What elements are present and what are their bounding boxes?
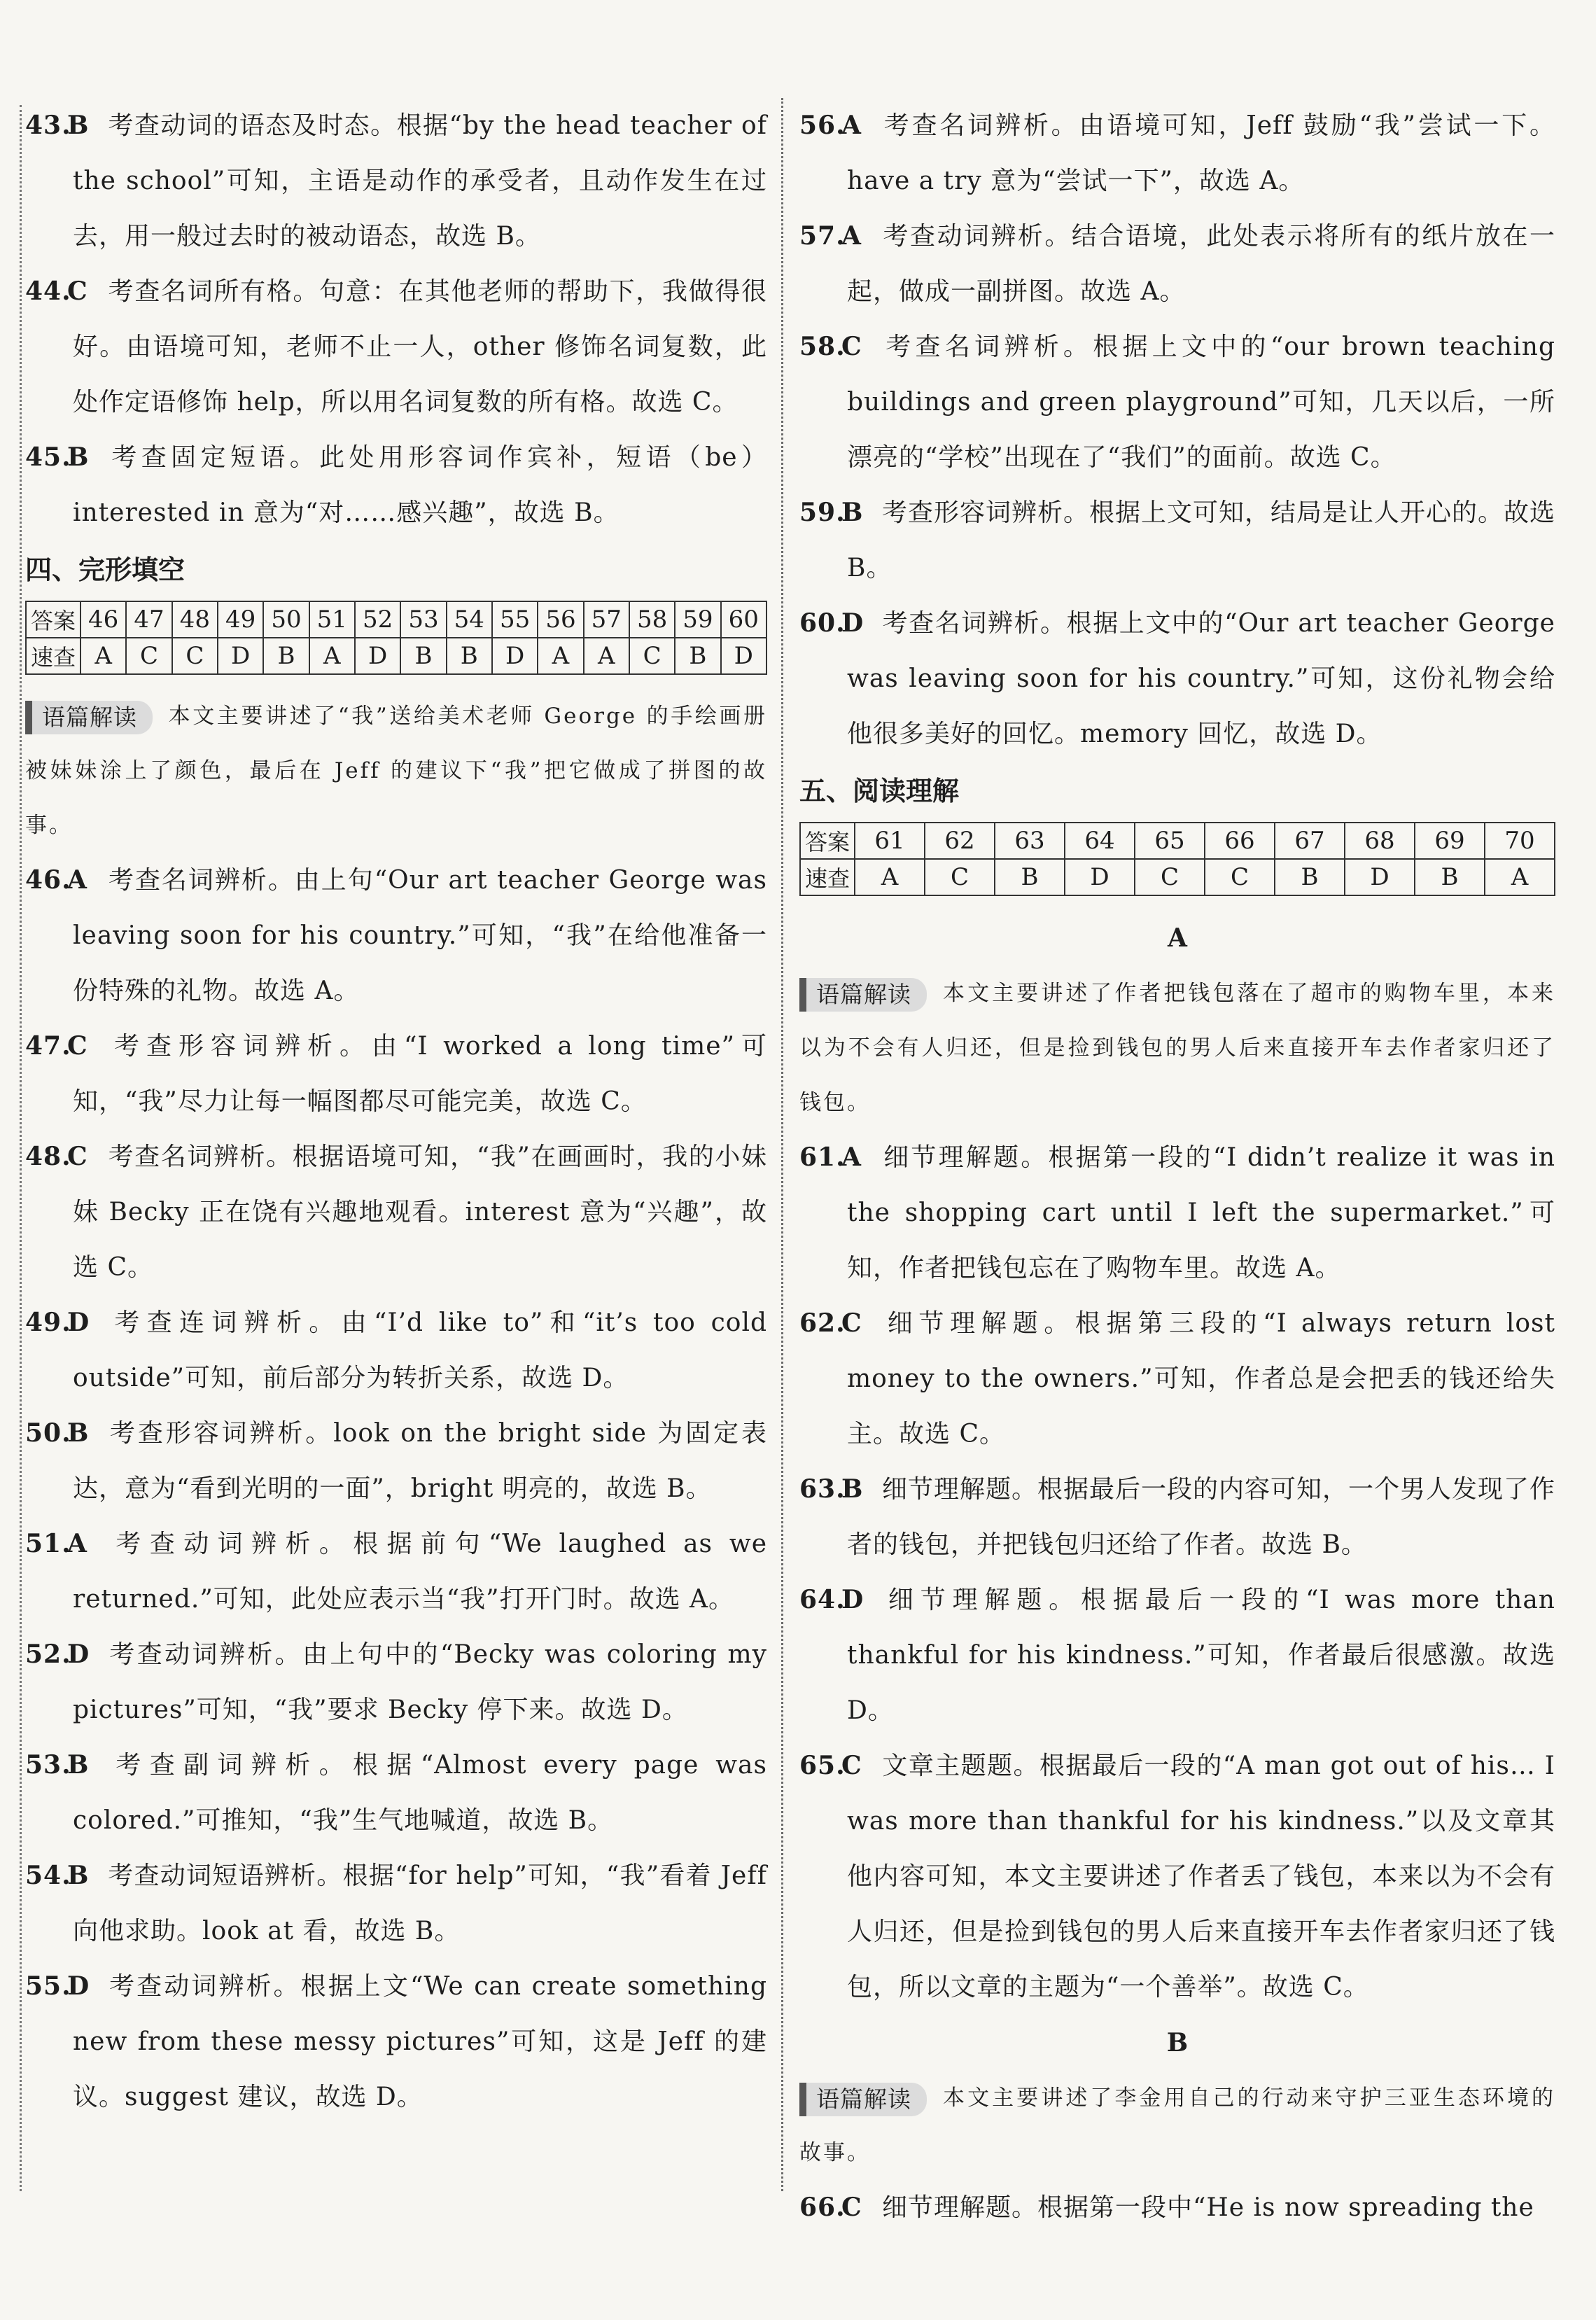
answer-list-43-45 xyxy=(25,98,767,540)
question-number: 56. xyxy=(799,111,846,140)
answer-letter: D xyxy=(67,1640,90,1669)
answer-list-66 xyxy=(799,2180,1555,2235)
answer-item xyxy=(25,1019,767,1129)
answer-item xyxy=(25,853,767,1019)
answer-letter: D xyxy=(841,1585,864,1614)
table-question-number: 65 xyxy=(1135,823,1205,859)
answer-letter: B xyxy=(67,111,90,140)
explanation-text: 考查副词辨析。根据“Almost every page was colored.”可推知，“我”生气地喊道，故选 B。 xyxy=(73,1751,767,1835)
answer-item xyxy=(799,1738,1555,2015)
explanation-text: 考查名词所有格。句意：在其他老师的帮助下，我做得很好。由语境可知，老师不止一人，other 修饰名词复数，此处作定语修饰 help，所以用名词复数的所有格。故选 C。 xyxy=(73,277,767,417)
table-answer-cell: D xyxy=(355,638,400,674)
table-answer-cell: A xyxy=(309,638,355,674)
table-question-number: 52 xyxy=(355,601,400,638)
table-answer-label: 速查 xyxy=(26,638,80,674)
answer-item xyxy=(799,1296,1555,1462)
explanation-text: 考查连词辨析。由“I’d like to”和“it’s too cold outside”可知，前后部分为转折关系，故选 D。 xyxy=(73,1308,767,1392)
answer-letter: D xyxy=(841,608,864,638)
answer-item xyxy=(799,485,1555,596)
table-question-number: 62 xyxy=(925,823,995,859)
answer-item xyxy=(799,209,1555,319)
answer-letter: C xyxy=(841,1751,862,1780)
answer-item xyxy=(25,1627,767,1738)
table-answer-cell: A xyxy=(1485,859,1555,895)
left-margin-dotted-line xyxy=(20,105,22,2191)
table-answer-cell: C xyxy=(1135,859,1205,895)
table-answer-cell: B xyxy=(400,638,446,674)
answer-letter: D xyxy=(67,1971,90,2001)
passage-analysis-text: 本文主要讲述了“我”送给美术老师 George 的手绘画册被妹妹涂上了颜色，最后在 Jeff 的建议下“我”把它做成了拼图的故事。 xyxy=(25,704,767,838)
passage-analysis-tag: 语篇解读 xyxy=(799,978,927,1012)
passage-analysis-tag: 语篇解读 xyxy=(799,2083,927,2116)
question-number: 50. xyxy=(25,1418,71,1448)
table-question-number: 57 xyxy=(584,601,629,638)
answer-letter: A xyxy=(67,865,88,895)
table-answer-cell: C xyxy=(172,638,218,674)
table-question-number: 53 xyxy=(400,601,446,638)
explanation-text: 考查动词辨析。由上句中的“Becky was coloring my pictures”可知，“我”要求 Becky 停下来。故选 D。 xyxy=(73,1640,767,1724)
answer-letter: C xyxy=(67,1142,88,1171)
question-number: 52. xyxy=(25,1640,71,1669)
explanation-text: 考查名词辨析。由上句“Our art teacher George was leaving soon for his country.”可知，“我”在给他准备一份特殊的礼物。故选 A。 xyxy=(73,866,767,1005)
explanation-text: 考查名词辨析。根据语境可知，“我”在画画时，我的小妹妹 Becky 正在饶有兴趣地观看。interest 意为“兴趣”，故选 C。 xyxy=(73,1142,767,1282)
question-number: 63. xyxy=(799,1474,846,1504)
table-answer-cell: D xyxy=(721,638,766,674)
table-answer-cell: D xyxy=(1345,859,1415,895)
table-question-number: 61 xyxy=(855,823,925,859)
question-number: 61. xyxy=(799,1142,846,1172)
table-question-number: 69 xyxy=(1415,823,1485,859)
table-answer-cell: B xyxy=(995,859,1065,895)
passage-analysis-tag: 语篇解读 xyxy=(25,701,153,734)
question-number: 57. xyxy=(799,221,846,251)
table-answer-cell: B xyxy=(263,638,309,674)
table-question-number: 66 xyxy=(1205,823,1275,859)
section-title-cloze: 四、完形填空 xyxy=(25,554,186,585)
question-number: 55. xyxy=(25,1971,71,2001)
right-column xyxy=(799,98,1555,2235)
table-question-number: 59 xyxy=(675,601,720,638)
answer-item xyxy=(25,1738,767,1848)
answer-letter: D xyxy=(67,1308,90,1337)
table-answer-cell: C xyxy=(126,638,172,674)
table-answer-cell: A xyxy=(584,638,629,674)
question-number: 62. xyxy=(799,1308,846,1338)
table-question-number: 46 xyxy=(80,601,126,638)
answer-letter: C xyxy=(67,277,88,306)
explanation-text: 细节理解题。根据第一段的“I didn’t realize it was in the shopping cart until I left the supermarket.”可知，作者把钱包忘在了购物车里。故选 A。 xyxy=(847,1143,1555,1283)
answer-item xyxy=(25,1406,767,1516)
explanation-text: 考查固定短语。此处用形容词作宾补，短语（be）interested in 意为“对……感兴趣”，故选 B。 xyxy=(73,443,767,527)
question-number: 64. xyxy=(799,1585,846,1614)
explanation-text: 考查动词辨析。根据上文“We can create something new from these messy pictures”可知，这是 Jeff 的建议。suggest 建议，故选 D。 xyxy=(73,1972,767,2111)
table-answer-cell: C xyxy=(1205,859,1275,895)
passage-analysis-text: 本文主要讲述了李金用自己的行动来守护三亚生态环境的故事。 xyxy=(799,2085,1555,2165)
passage-analysis xyxy=(25,689,767,853)
question-number: 46. xyxy=(25,865,71,895)
table-question-number: 64 xyxy=(1065,823,1135,859)
answer-list-61-65 xyxy=(799,1130,1555,2015)
question-number: 51. xyxy=(25,1529,71,1558)
answer-letter: C xyxy=(841,332,862,361)
answer-letter: A xyxy=(67,1529,88,1558)
passage-analysis-b xyxy=(799,2071,1555,2180)
question-number: 54. xyxy=(25,1861,71,1890)
explanation-text: 考查动词辨析。根据前句“We laughed as we returned.”可知，此处应表示当“我”打开门时。故选 A。 xyxy=(73,1530,767,1614)
table-answer-cell: A xyxy=(80,638,126,674)
passage-analysis-text: 本文主要讲述了作者把钱包落在了超市的购物车里，本来以为不会有人归还，但是捡到钱包的男人后来直接开车去作者家归还了钱包。 xyxy=(799,981,1555,1115)
explanation-text: 考查名词辨析。根据上文中的“our brown teaching buildings and green playground”可知，几天以后，一所漂亮的“学校”出现在了“我们”的面前。故选 C。 xyxy=(847,333,1555,472)
part-heading-a: A xyxy=(1168,923,1187,953)
answer-item xyxy=(799,98,1555,209)
table-answer-cell: A xyxy=(855,859,925,895)
explanation-text: 考查名词辨析。由语境可知，Jeff 鼓励“我”尝试一下。have a try 意为“尝试一下”，故选 A。 xyxy=(847,111,1555,195)
explanation-text: 细节理解题。根据第三段的“I always return lost money to the owners.”可知，作者总是会把丢的钱还给失主。故选 C。 xyxy=(847,1309,1555,1448)
answer-item xyxy=(25,1295,767,1406)
answer-letter: C xyxy=(841,1308,862,1338)
table-question-number: 58 xyxy=(629,601,675,638)
explanation-text: 考查动词的语态及时态。根据“by the head teacher of the school”可知，主语是动作的承受者，且动作发生在过去，用一般过去时的被动语态，故选 B。 xyxy=(73,111,767,251)
answer-letter: B xyxy=(841,498,864,527)
answer-letter: A xyxy=(841,1142,862,1172)
answer-letter: B xyxy=(67,1418,90,1448)
answer-item xyxy=(25,430,767,540)
table-question-number: 68 xyxy=(1345,823,1415,859)
table-answer-cell: B xyxy=(447,638,492,674)
answer-item xyxy=(25,264,767,430)
answer-letter: A xyxy=(841,111,862,140)
table-question-number: 55 xyxy=(492,601,538,638)
question-number: 47. xyxy=(25,1031,71,1061)
table-header-label: 答案 xyxy=(26,601,80,638)
table-question-number: 49 xyxy=(218,601,263,638)
table-answer-cell: A xyxy=(538,638,583,674)
question-number: 44. xyxy=(25,277,71,306)
question-number: 59. xyxy=(799,498,846,527)
question-number: 49. xyxy=(25,1308,71,1337)
answer-item xyxy=(799,319,1555,485)
table-answer-cell: D xyxy=(492,638,538,674)
question-number: 60. xyxy=(799,608,846,638)
table-answer-cell: C xyxy=(629,638,675,674)
answer-item xyxy=(25,1516,767,1627)
answer-item xyxy=(799,2180,1555,2235)
answer-letter: C xyxy=(67,1031,88,1061)
question-number: 43. xyxy=(25,111,71,140)
answer-list-56-60 xyxy=(799,98,1555,762)
answer-table-61-70 xyxy=(799,822,1555,896)
table-answer-label: 速查 xyxy=(800,859,855,895)
table-answer-cell: B xyxy=(1275,859,1345,895)
column-divider xyxy=(781,98,783,2191)
table-question-number: 67 xyxy=(1275,823,1345,859)
passage-analysis-a xyxy=(799,966,1555,1130)
table-question-number: 48 xyxy=(172,601,218,638)
explanation-text: 考查动词短语辨析。根据“for help”可知，“我”看着 Jeff 向他求助。look at 看，故选 B。 xyxy=(73,1861,767,1945)
answer-item xyxy=(25,1129,767,1295)
table-question-number: 56 xyxy=(538,601,583,638)
answer-letter: B xyxy=(67,1861,90,1890)
answer-item xyxy=(25,98,767,264)
table-answer-cell: C xyxy=(925,859,995,895)
answer-item xyxy=(25,1848,767,1959)
answer-item xyxy=(25,1959,767,2125)
table-question-number: 51 xyxy=(309,601,355,638)
table-answer-cell: D xyxy=(1065,859,1135,895)
answer-letter: B xyxy=(67,1750,90,1780)
explanation-text: 考查动词辨析。结合语境，此处表示将所有的纸片放在一起，做成一副拼图。故选 A。 xyxy=(847,222,1555,306)
explanation-text: 文章主题题。根据最后一段的“A man got out of his… I was more than thankful for his kindness.”以及文章其他内容可知，本文主要讲述了作者丢了钱包，本来以为不会有人归还，但是捡到钱包的男人后来直接开车去作者家归还了钱包，所以文章的主题为“一个善举”。故选 C。 xyxy=(847,1752,1555,2001)
answer-table-46-60 xyxy=(25,601,767,675)
answer-item xyxy=(799,596,1555,762)
answer-item xyxy=(799,1462,1555,1572)
left-column xyxy=(25,98,767,2125)
table-question-number: 47 xyxy=(126,601,172,638)
part-heading-b: B xyxy=(1166,2028,1189,2057)
table-header-label: 答案 xyxy=(800,823,855,859)
section-title-reading: 五、阅读理解 xyxy=(799,776,960,806)
table-answer-cell: B xyxy=(675,638,720,674)
table-question-number: 63 xyxy=(995,823,1065,859)
explanation-text: 考查形容词辨析。look on the bright side 为固定表达，意为“看到光明的一面”，bright 明亮的，故选 B。 xyxy=(73,1419,767,1503)
answer-letter: B xyxy=(67,442,90,472)
answer-item xyxy=(799,1130,1555,1296)
question-number: 66. xyxy=(799,2193,846,2222)
question-number: 58. xyxy=(799,332,846,361)
answer-list-46-55 xyxy=(25,853,767,2125)
explanation-text: 考查名词辨析。根据上文中的“Our art teacher George was leaving soon for his country.”可知，这份礼物会给他很多美好的回忆。memory 回忆，故选 D。 xyxy=(847,609,1555,748)
table-question-number: 70 xyxy=(1485,823,1555,859)
table-question-number: 50 xyxy=(263,601,309,638)
answer-letter: C xyxy=(841,2193,862,2222)
explanation-text: 考查形容词辨析。由“I worked a long time”可知，“我”尽力让每一幅图都尽可能完美，故选 C。 xyxy=(73,1032,767,1116)
answer-letter: B xyxy=(841,1474,864,1504)
question-number: 48. xyxy=(25,1142,71,1171)
answer-letter: A xyxy=(841,221,862,251)
answer-item xyxy=(799,1572,1555,1738)
table-question-number: 60 xyxy=(721,601,766,638)
question-number: 65. xyxy=(799,1751,846,1780)
explanation-text: 细节理解题。根据最后一段的内容可知，一个男人发现了作者的钱包，并把钱包归还给了作者。故选 B。 xyxy=(847,1475,1556,1559)
table-answer-cell: B xyxy=(1415,859,1485,895)
question-number: 53. xyxy=(25,1750,71,1780)
explanation-text: 考查形容词辨析。根据上文可知，结局是让人开心的。故选 B。 xyxy=(847,498,1556,582)
explanation-text: 细节理解题。根据最后一段的“I was more than thankful for his kindness.”可知，作者最后很感激。故选 D。 xyxy=(847,1586,1555,1725)
question-number: 45. xyxy=(25,442,71,472)
explanation-text: 细节理解题。根据第一段中“He is now spreading the xyxy=(882,2193,1534,2222)
table-answer-cell: D xyxy=(218,638,263,674)
table-question-number: 54 xyxy=(447,601,492,638)
